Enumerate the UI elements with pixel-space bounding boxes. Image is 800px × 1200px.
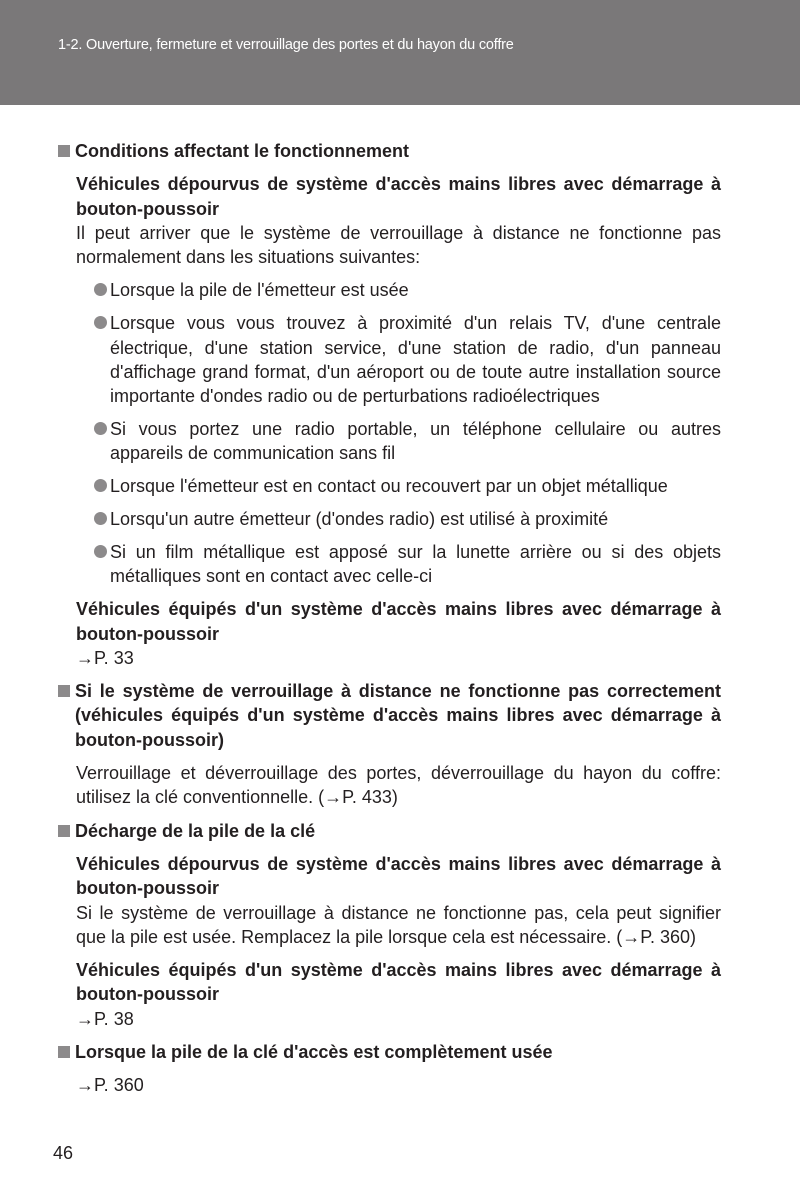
page-header bbox=[0, 0, 800, 105]
circle-bullet-icon bbox=[94, 422, 107, 435]
list-item-text: Lorsque vous vous trouvez à proximité d'un relais TV, d'une centrale électrique, d'une station service, d'une station de radio, d'un panneau d'affichage grand format, d'un aéroport ou de toute autre installation source importante d'ondes radio ou de perturbations radioélectriques bbox=[110, 313, 721, 407]
section-heading bbox=[58, 819, 721, 843]
list-item bbox=[94, 311, 721, 408]
page-number: 46 bbox=[53, 1143, 74, 1163]
circle-bullet-icon bbox=[94, 479, 107, 492]
page-reference: →P. 38 bbox=[76, 1008, 134, 1029]
list-item-text: Lorsque l'émetteur est en contact ou recouvert par un objet métallique bbox=[110, 476, 668, 497]
section-heading-text: Si le système de verrouillage à distance ne fonctionne pas correctement (véhicules équipés d'un système d'accès mains libres avec démarrage à bouton-poussoir) bbox=[75, 681, 721, 750]
paragraph: Si le système de verrouillage à distance ne fonctionne pas, cela peut signifier que la pile est usée. Remplacez la pile lorsque cela est nécessaire. (→P. 360) bbox=[76, 902, 721, 947]
section-heading-text: Décharge de la pile de la clé bbox=[75, 820, 316, 841]
section-heading bbox=[58, 139, 721, 163]
paragraph: Il peut arriver que le système de verrouillage à distance ne fonctionne pas normalement dans les situations suivantes: bbox=[76, 222, 721, 268]
circle-bullet-icon bbox=[94, 512, 107, 525]
circle-bullet-icon bbox=[94, 545, 107, 558]
bullet-list bbox=[94, 278, 721, 588]
subsection bbox=[76, 852, 721, 949]
list-item bbox=[94, 540, 721, 589]
list-item-text: Si un film métallique est apposé sur la lunette arrière ou si des objets métalliques sont en contact avec celle-ci bbox=[110, 541, 721, 586]
section-heading-text: Conditions affectant le fonctionnement bbox=[75, 141, 410, 161]
square-bullet-icon bbox=[58, 145, 70, 157]
page-reference: →P. 360 bbox=[76, 1075, 144, 1096]
circle-bullet-icon bbox=[94, 283, 107, 296]
section-heading-text: Lorsque la pile de la clé d'accès est complètement usée bbox=[75, 1042, 553, 1062]
list-item-text: Lorsque la pile de l'émetteur est usée bbox=[110, 280, 409, 301]
subsection bbox=[76, 172, 721, 588]
list-item bbox=[94, 417, 721, 466]
square-bullet-icon bbox=[58, 685, 70, 697]
square-bullet-icon bbox=[58, 825, 70, 837]
list-item bbox=[94, 507, 721, 531]
circle-bullet-icon bbox=[94, 316, 107, 329]
subsection bbox=[76, 597, 721, 670]
paragraph: Verrouillage et déverrouillage des portes, déverrouillage du hayon du coffre: utilisez la clé conventionnelle. (→P. 433) bbox=[76, 763, 721, 808]
square-bullet-icon bbox=[58, 1046, 70, 1058]
page-content bbox=[58, 139, 721, 1107]
list-item bbox=[94, 474, 721, 498]
subsection bbox=[76, 958, 721, 1031]
list-item bbox=[94, 278, 721, 302]
section-heading bbox=[58, 1040, 721, 1064]
section-heading bbox=[58, 679, 721, 752]
list-item-text: Lorsqu'un autre émetteur (d'ondes radio) est utilisé à proximité bbox=[110, 508, 609, 529]
subsection bbox=[76, 761, 721, 810]
subsection-title: Véhicules équipés d'un système d'accès mains libres avec démarrage à bouton-poussoir bbox=[76, 960, 721, 1005]
chapter-title: 1-2. Ouverture, fermeture et verrouillage des portes et du hayon du coffre bbox=[58, 37, 514, 53]
page-reference: →P. 33 bbox=[76, 647, 134, 668]
list-item-text: Si vous portez une radio portable, un téléphone cellulaire ou autres appareils de communication sans fil bbox=[110, 418, 721, 464]
subsection-title: Véhicules équipés d'un système d'accès mains libres avec démarrage à bouton-poussoir bbox=[76, 599, 721, 644]
subsection bbox=[76, 1073, 721, 1097]
subsection-title: Véhicules dépourvus de système d'accès mains libres avec démarrage à bouton-poussoir bbox=[76, 853, 721, 899]
subsection-title: Véhicules dépourvus de système d'accès mains libres avec démarrage à bouton-poussoir bbox=[76, 174, 721, 219]
